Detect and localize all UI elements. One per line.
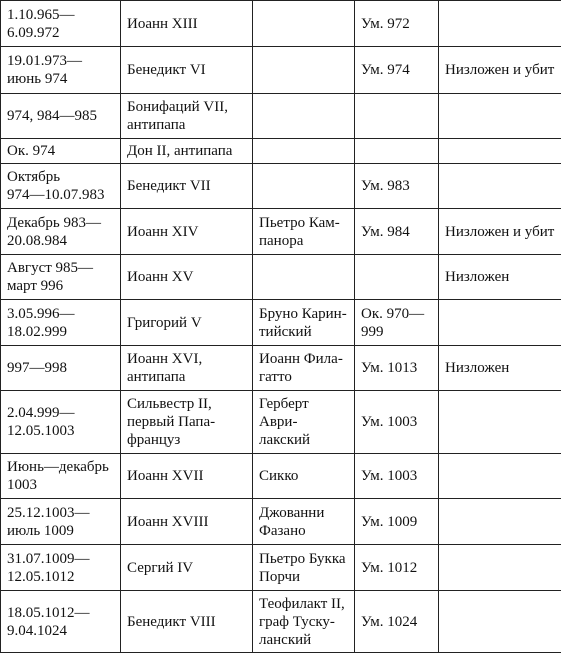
- pope-name-cell: Иоанн XV: [121, 255, 253, 300]
- life-dates-cell: Ум. 1012: [355, 545, 439, 591]
- secular-name-cell: [253, 255, 355, 300]
- table-row: [1, 1, 561, 47]
- note-cell: [439, 94, 561, 139]
- pontificate-dates-cell: Октябрь 974—10.07.983: [1, 164, 121, 209]
- life-dates-cell: [355, 139, 439, 164]
- secular-name-cell: Пьетро Букка Порчи: [253, 545, 355, 591]
- table-row: [1, 454, 561, 499]
- secular-name-cell: [253, 94, 355, 139]
- life-dates-cell: Ум. 972: [355, 1, 439, 47]
- life-dates-cell: Ум. 983: [355, 164, 439, 209]
- pontificate-dates-cell: 31.07.1009— 12.05.1012: [1, 545, 121, 591]
- table-row: [1, 139, 561, 164]
- note-cell: [439, 545, 561, 591]
- note-cell: Низложен и убит: [439, 47, 561, 94]
- pontificate-dates-cell: Август 985— март 996: [1, 255, 121, 300]
- note-cell: [439, 1, 561, 47]
- pontificate-dates-cell: Декабрь 983— 20.08.984: [1, 209, 121, 255]
- life-dates-cell: Ум. 1003: [355, 454, 439, 499]
- pontificate-dates-cell: 25.12.1003— июль 1009: [1, 499, 121, 545]
- pope-name-cell: Бонифаций VII, антипапа: [121, 94, 253, 139]
- life-dates-cell: Ум. 984: [355, 209, 439, 255]
- pope-name-cell: Бенедикт VII: [121, 164, 253, 209]
- secular-name-cell: Иоанн Фила- гатто: [253, 346, 355, 391]
- note-cell: Низложен и убит: [439, 209, 561, 255]
- secular-name-cell: [253, 47, 355, 94]
- pontificate-dates-cell: 3.05.996— 18.02.999: [1, 300, 121, 346]
- secular-name-cell: Бруно Карин- тийский: [253, 300, 355, 346]
- note-cell: Низложен: [439, 255, 561, 300]
- secular-name-cell: [253, 139, 355, 164]
- pope-name-cell: Иоанн XVII: [121, 454, 253, 499]
- note-cell: [439, 300, 561, 346]
- pope-name-cell: Сергий IV: [121, 545, 253, 591]
- pontificate-dates-cell: 19.01.973— июнь 974: [1, 47, 121, 94]
- table-row: [1, 47, 561, 94]
- table-row: [1, 545, 561, 591]
- pontificate-dates-cell: 2.04.999— 12.05.1003: [1, 391, 121, 454]
- secular-name-cell: Джованни Фазано: [253, 499, 355, 545]
- life-dates-cell: Ум. 1013: [355, 346, 439, 391]
- pontificate-dates-cell: 1.10.965— 6.09.972: [1, 1, 121, 47]
- table-row: [1, 300, 561, 346]
- table-row: [1, 255, 561, 300]
- pope-name-cell: Иоанн XVIII: [121, 499, 253, 545]
- life-dates-cell: [355, 255, 439, 300]
- pontificate-dates-cell: 18.05.1012— 9.04.1024: [1, 591, 121, 653]
- secular-name-cell: Герберт Аври- лакский: [253, 391, 355, 454]
- life-dates-cell: Ум. 974: [355, 47, 439, 94]
- pope-name-cell: Бенедикт VIII: [121, 591, 253, 653]
- note-cell: [439, 391, 561, 454]
- table-row: [1, 209, 561, 255]
- pontificate-dates-cell: Ок. 974: [1, 139, 121, 164]
- life-dates-cell: Ок. 970— 999: [355, 300, 439, 346]
- life-dates-cell: Ум. 1024: [355, 591, 439, 653]
- secular-name-cell: [253, 164, 355, 209]
- secular-name-cell: Пьетро Кам- панора: [253, 209, 355, 255]
- note-cell: [439, 591, 561, 653]
- pope-name-cell: Иоанн XIII: [121, 1, 253, 47]
- note-cell: Низложен: [439, 346, 561, 391]
- pope-name-cell: Дон II, антипапа: [121, 139, 253, 164]
- life-dates-cell: [355, 94, 439, 139]
- secular-name-cell: Теофилакт II, граф Туску- ланский: [253, 591, 355, 653]
- table-row: [1, 346, 561, 391]
- pontificate-dates-cell: 997—998: [1, 346, 121, 391]
- note-cell: [439, 164, 561, 209]
- note-cell: [439, 454, 561, 499]
- secular-name-cell: [253, 1, 355, 47]
- pope-name-cell: Иоанн XIV: [121, 209, 253, 255]
- pope-name-cell: Бенедикт VI: [121, 47, 253, 94]
- note-cell: [439, 499, 561, 545]
- note-cell: [439, 139, 561, 164]
- life-dates-cell: Ум. 1009: [355, 499, 439, 545]
- life-dates-cell: Ум. 1003: [355, 391, 439, 454]
- pontificate-dates-cell: Июнь—декабрь 1003: [1, 454, 121, 499]
- pope-name-cell: Сильвестр II, первый Папа- француз: [121, 391, 253, 454]
- secular-name-cell: Сикко: [253, 454, 355, 499]
- popes-table-body: [1, 1, 561, 653]
- table-row: [1, 499, 561, 545]
- table-row: [1, 391, 561, 454]
- pope-name-cell: Иоанн XVI, антипапа: [121, 346, 253, 391]
- table-row: [1, 164, 561, 209]
- pope-name-cell: Григорий V: [121, 300, 253, 346]
- table-row: [1, 94, 561, 139]
- pontificate-dates-cell: 974, 984—985: [1, 94, 121, 139]
- table-row: [1, 591, 561, 653]
